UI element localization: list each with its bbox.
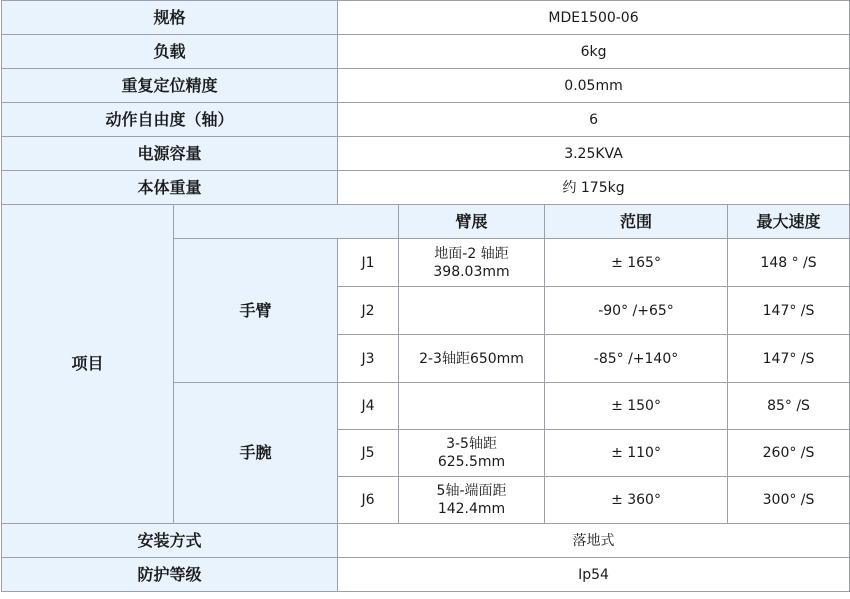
spec-label: 安装方式: [2, 524, 338, 558]
spec-label: 本体重量: [2, 171, 338, 205]
group-label-arm: 手臂: [174, 239, 338, 383]
spec-label: 规格: [2, 1, 338, 35]
joint-id: J6: [338, 477, 399, 524]
spec-row-weight: [2, 171, 850, 205]
spec-label: 电源容量: [2, 137, 338, 171]
arm-span-value: [399, 383, 545, 430]
arm-span-value: [399, 287, 545, 335]
arm-span-value: 2-3轴距650mm: [399, 335, 545, 383]
spec-value: Ip54: [338, 558, 850, 592]
arm-span-value: 5轴-端面距 142.4mm: [399, 477, 545, 524]
speed-value: 147° /S: [728, 287, 850, 335]
range-value: ± 360°: [545, 477, 728, 524]
header-range: 范围: [545, 205, 728, 239]
spec-label: 重复定位精度: [2, 69, 338, 103]
header-max-speed: 最大速度: [728, 205, 850, 239]
axis-header-blank: [174, 205, 399, 239]
speed-value: 148 ° /S: [728, 239, 850, 287]
speed-value: 300° /S: [728, 477, 850, 524]
spec-value: MDE1500-06: [338, 1, 850, 35]
spec-label: 防护等级: [2, 558, 338, 592]
spec-value: 6: [338, 103, 850, 137]
spec-value: 落地式: [338, 524, 850, 558]
spec-row-dof: [2, 103, 850, 137]
spec-label: 负载: [2, 35, 338, 69]
range-value: -85° /+140°: [545, 335, 728, 383]
joint-id: J5: [338, 430, 399, 477]
group-label-wrist: 手腕: [174, 383, 338, 524]
spec-table: [1, 0, 850, 592]
joint-id: J3: [338, 335, 399, 383]
range-value: ± 150°: [545, 383, 728, 430]
arm-span-value: 3-5轴距 625.5mm: [399, 430, 545, 477]
project-label: 项目: [2, 205, 174, 524]
speed-value: 260° /S: [728, 430, 850, 477]
spec-label: 动作自由度（轴）: [2, 103, 338, 137]
range-value: ± 165°: [545, 239, 728, 287]
axis-header-row: [2, 205, 850, 239]
spec-value: 约 175kg: [338, 171, 850, 205]
spec-value: 3.25KVA: [338, 137, 850, 171]
arm-span-value: 地面-2 轴距 398.03mm: [399, 239, 545, 287]
spec-row-repeatability: [2, 69, 850, 103]
spec-row-model: [2, 1, 850, 35]
header-arm-span: 臂展: [399, 205, 545, 239]
range-value: -90° /+65°: [545, 287, 728, 335]
spec-row-mounting: [2, 524, 850, 558]
spec-value: 6kg: [338, 35, 850, 69]
range-value: ± 110°: [545, 430, 728, 477]
spec-row-protection: [2, 558, 850, 592]
speed-value: 85° /S: [728, 383, 850, 430]
joint-id: J1: [338, 239, 399, 287]
spec-row-power: [2, 137, 850, 171]
joint-id: J2: [338, 287, 399, 335]
spec-row-load: [2, 35, 850, 69]
spec-value: 0.05mm: [338, 69, 850, 103]
joint-id: J4: [338, 383, 399, 430]
speed-value: 147° /S: [728, 335, 850, 383]
